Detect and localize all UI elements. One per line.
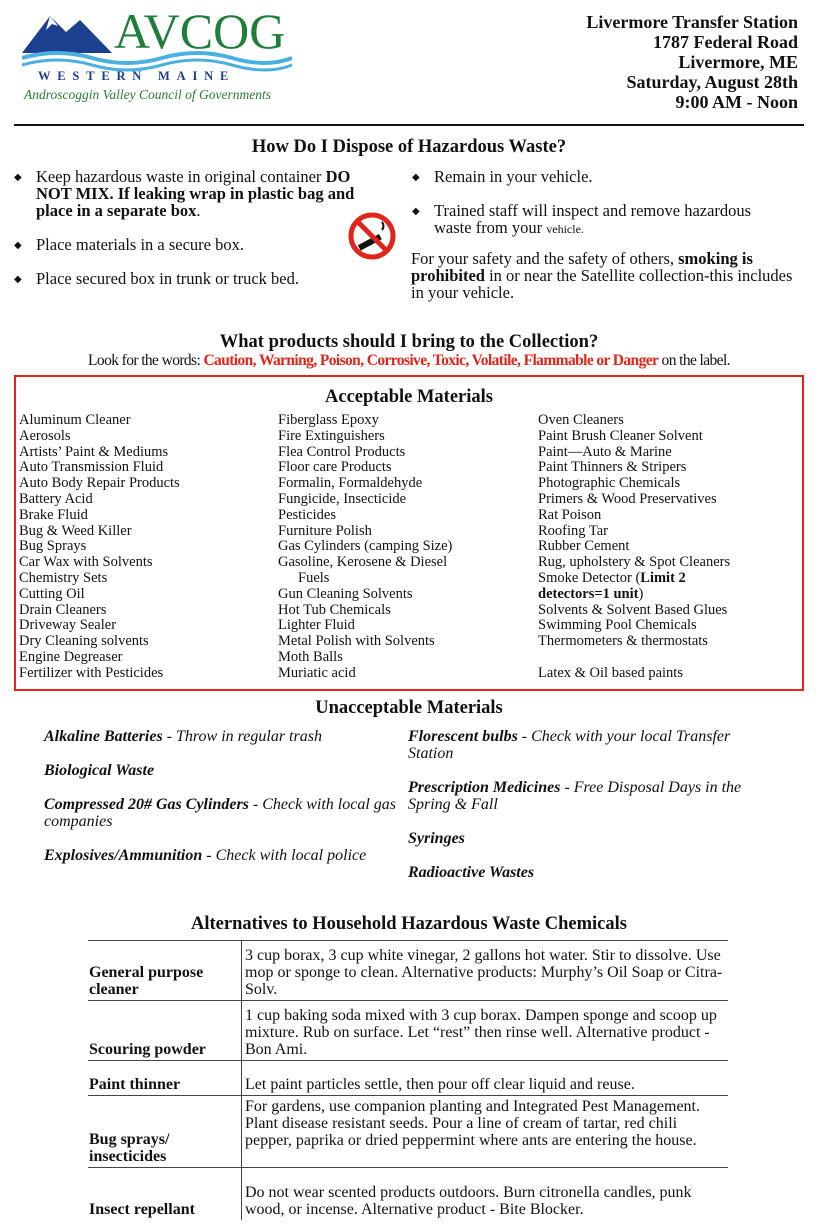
list-item: Dry Cleaning solvents <box>19 633 149 650</box>
acceptable-column-3 <box>538 413 738 682</box>
list-item: Rug, upholstery & Spot Cleaners <box>538 554 731 571</box>
products-heading: What products should I bring to the Collection? <box>219 332 599 352</box>
dispose-instructions-right <box>412 168 792 238</box>
list-item: Auto Transmission Fluid <box>19 459 164 476</box>
list-item: ◆ Keep hazardous waste in original container DO NOT MIX. If leaking wrap in plastic bag and place in a separate box. <box>14 167 355 220</box>
list-item: Brake Fluid <box>19 506 88 523</box>
logo-region: WESTERN MAINE <box>38 69 236 83</box>
event-town: Livermore, ME <box>678 52 798 72</box>
acceptable-column-2 <box>278 413 452 682</box>
list-item: Flea Control Products <box>278 443 406 460</box>
unacceptable-column-left <box>44 728 404 881</box>
list-item: Oven Cleaners <box>538 412 624 428</box>
list-item: Radioactive Wastes <box>408 864 535 881</box>
list-item: Cutting Oil <box>19 585 85 602</box>
list-item: ◆ Place secured box in trunk or truck bed. <box>14 269 300 288</box>
list-item: Driveway Sealer <box>19 617 117 634</box>
list-item: Artists’ Paint & Mediums <box>19 443 169 460</box>
alternatives-table <box>88 940 728 1220</box>
smoking-notice: For your safety and the safety of others, smoking is prohibited in or near the Satellite collection-this includes in your vehicle. <box>411 249 793 302</box>
alternative-name: Scouring powder <box>88 1001 242 1061</box>
list-item: Prescription Medicines - Free Disposal Days in the Spring & Fall <box>408 779 742 813</box>
list-item: Primers & Wood Preservatives <box>538 490 717 507</box>
list-item: Formalin, Formaldehyde <box>278 475 423 492</box>
list-item: Compressed 20# Gas Cylinders - Check with local gas companies <box>44 796 396 830</box>
logo-wordmark: AVCOG <box>114 3 286 59</box>
list-item: ◆ Trained staff will inspect and remove hazardous waste from your vehicle. <box>412 201 752 237</box>
list-item: Engine Degreaser <box>19 648 123 665</box>
header-divider <box>14 124 804 126</box>
list-item: Photographic Chemicals <box>538 475 681 492</box>
list-item: Rubber Cement <box>538 538 630 555</box>
list-item: Gun Cleaning Solvents <box>278 585 413 602</box>
event-address: 1787 Federal Road <box>653 32 798 52</box>
alternative-recipe: 3 cup borax, 3 cup white vinegar, 2 gallons hot water. Stir to dissolve. Use mop or sponge to clean. Alternative products: Murphy’s Oil Soap or Citra-Solv. <box>242 941 729 1001</box>
list-item: Battery Acid <box>19 490 93 507</box>
list-item: Solvents & Solvent Based Glues <box>538 601 728 618</box>
unacceptable-column-right <box>408 728 778 898</box>
list-item: Roofing Tar <box>538 522 609 539</box>
table-row <box>88 1096 728 1168</box>
list-item: Paint Thinners & Stripers <box>538 459 687 476</box>
list-item: ◆ Remain in your vehicle. <box>412 167 593 186</box>
alternative-recipe: Do not wear scented products outdoors. Burn citronella candles, punk wood, or incense. Alternative product - Bite Blocker. <box>242 1168 729 1220</box>
list-item: Syringes <box>408 830 465 847</box>
label-warning-words: Look for the words: Caution, Warning, Poison, Corrosive, Toxic, Volatile, Flammable or Danger on the label. <box>88 352 730 369</box>
alternative-recipe: For gardens, use companion planting and Integrated Pest Management. Plant disease resistant seeds. Pour a line of cream of tartar, red chili pepper, paprika or dried peppermint where ants are entering the house. <box>242 1096 729 1168</box>
table-row <box>88 1001 728 1061</box>
alternative-name: Bug sprays/ insecticides <box>88 1096 242 1168</box>
acceptable-heading: Acceptable Materials <box>325 387 493 407</box>
list-item: Gas Cylinders (camping Size) <box>278 538 453 555</box>
dispose-instructions-left <box>14 168 379 287</box>
list-item: Latex & Oil based paints <box>538 664 683 681</box>
event-info <box>586 12 798 112</box>
unacceptable-heading: Unacceptable Materials <box>315 698 503 718</box>
list-item: Bug Sprays <box>19 538 87 555</box>
list-item: Fungicide, Insecticide <box>278 490 407 507</box>
table-row <box>88 1061 728 1096</box>
list-item: Metal Polish with Solvents <box>278 633 435 650</box>
list-item: Rat Poison <box>538 506 602 523</box>
list-item: Bug & Weed Killer <box>19 522 132 539</box>
list-item: Furniture Polish <box>278 522 372 539</box>
logo-council-name: Androscoggin Valley Council of Governments <box>24 87 271 102</box>
list-item: Biological Waste <box>44 762 155 779</box>
list-item: Drain Cleaners <box>19 601 107 618</box>
diamond-bullet-icon: ◆ <box>412 206 420 217</box>
list-item: Moth Balls <box>278 648 343 665</box>
list-item: Car Wax with Solvents <box>19 554 153 571</box>
dispose-heading: How Do I Dispose of Hazardous Waste? <box>251 137 567 157</box>
alternative-name: General purpose cleaner <box>88 941 242 1001</box>
list-item: Fire Extinguishers <box>278 427 385 444</box>
alternative-recipe: Let paint particles settle, then pour off clear liquid and reuse. <box>242 1061 729 1096</box>
alternative-recipe: 1 cup baking soda mixed with 3 cup borax. Dampen sponge and scoop up mixture. Rub on surface. Let “rest” then rinse well. Alternative product - Bon Ami. <box>242 1001 729 1061</box>
acceptable-materials-box <box>14 375 804 691</box>
event-location: Livermore Transfer Station <box>586 12 798 32</box>
diamond-bullet-icon: ◆ <box>14 172 22 183</box>
table-row <box>88 941 728 1001</box>
list-item: Muriatic acid <box>278 664 356 681</box>
alternative-name: Paint thinner <box>88 1061 242 1096</box>
list-item: Floor care Products <box>278 459 392 476</box>
diamond-bullet-icon: ◆ <box>412 172 420 183</box>
list-item: Paint—Auto & Marine <box>538 443 672 460</box>
list-item: Aluminum Cleaner <box>19 412 131 428</box>
list-item: Auto Body Repair Products <box>19 475 180 492</box>
table-row <box>88 1168 728 1220</box>
list-item: Hot Tub Chemicals <box>278 601 391 618</box>
list-item: ◆ Place materials in a secure box. <box>14 235 244 254</box>
list-item: Fuels <box>298 569 330 586</box>
list-item: Alkaline Batteries - Throw in regular trash <box>44 728 322 745</box>
list-item: Pesticides <box>278 506 336 523</box>
acceptable-column-1 <box>19 413 180 682</box>
list-item: Explosives/Ammunition - Check with local police <box>44 847 367 864</box>
list-item: Paint Brush Cleaner Solvent <box>538 427 703 444</box>
alternatives-heading: Alternatives to Household Hazardous Waste Chemicals <box>191 914 627 934</box>
list-item: Swimming Pool Chemicals <box>538 617 697 634</box>
list-item: Lighter Fluid <box>278 617 355 634</box>
list-item: Aerosols <box>19 427 71 444</box>
event-time: 9:00 AM - Noon <box>675 92 798 112</box>
list-spacer <box>538 650 738 666</box>
list-item: Gasoline, Kerosene & Diesel <box>278 554 448 571</box>
diamond-bullet-icon: ◆ <box>14 240 22 251</box>
page-header <box>0 0 840 125</box>
avcog-logo <box>22 3 292 108</box>
alternative-name: Insect repellant <box>88 1168 242 1220</box>
no-smoking-icon <box>342 212 402 260</box>
list-item: Thermometers & thermostats <box>538 633 708 650</box>
event-date: Saturday, August 28th <box>626 72 798 92</box>
list-item: Smoke Detector (Limit 2 detectors=1 unit) <box>538 569 686 602</box>
list-item: Florescent bulbs - Check with your local Transfer Station <box>408 728 731 762</box>
diamond-bullet-icon: ◆ <box>14 274 22 285</box>
list-item: Chemistry Sets <box>19 569 108 586</box>
list-item: Fiberglass Epoxy <box>278 412 379 428</box>
list-item: Fertilizer with Pesticides <box>19 664 164 681</box>
